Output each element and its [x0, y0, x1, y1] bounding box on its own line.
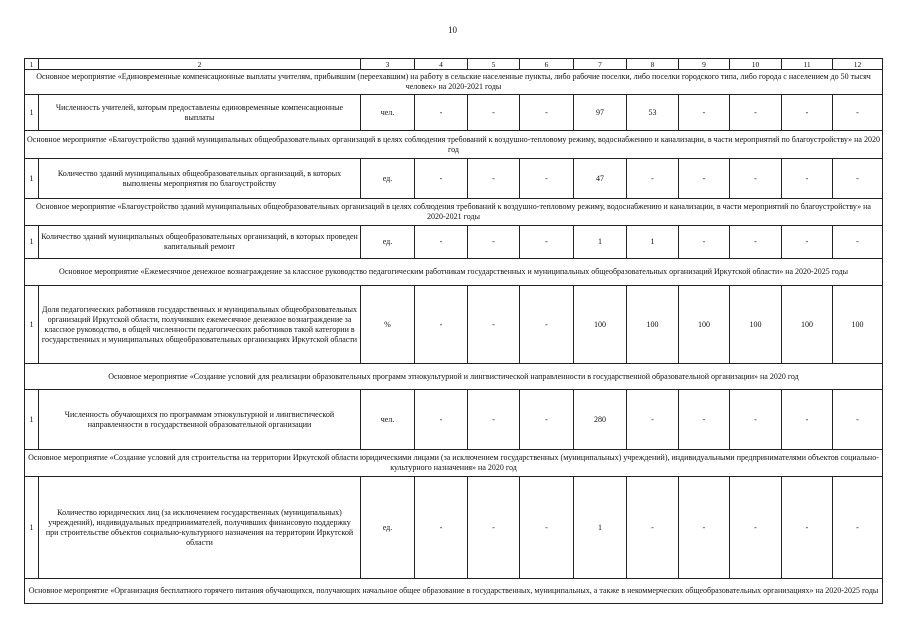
- value-cell: -: [833, 477, 883, 579]
- value-cell: -: [730, 226, 782, 259]
- column-header: 7: [574, 59, 627, 70]
- table-row: [25, 95, 883, 131]
- value-cell: 1: [574, 477, 627, 579]
- value-cell: -: [782, 226, 833, 259]
- value-cell: -: [782, 390, 833, 450]
- table-row: [25, 226, 883, 259]
- unit-cell: %: [361, 286, 415, 364]
- value-cell: -: [468, 159, 520, 199]
- row-number: 1: [25, 226, 39, 259]
- unit-cell: чел.: [361, 390, 415, 450]
- column-header: 2: [39, 59, 361, 70]
- value-cell: 100: [833, 286, 883, 364]
- value-cell: -: [679, 390, 730, 450]
- value-cell: -: [468, 390, 520, 450]
- unit-cell: ед.: [361, 226, 415, 259]
- section-row: [25, 450, 883, 477]
- section-row: [25, 199, 883, 226]
- value-cell: 100: [627, 286, 679, 364]
- value-cell: -: [520, 390, 574, 450]
- value-cell: -: [782, 477, 833, 579]
- value-cell: -: [415, 226, 468, 259]
- unit-cell: ед.: [361, 159, 415, 199]
- table-row: [25, 477, 883, 579]
- value-cell: -: [730, 159, 782, 199]
- indicator-name: Количество юридических лиц (за исключением государственных (муниципальных) учреждений), индивидуальных предпринимателей, получивших финансовую поддержку при строительстве объектов социально-культурного назначения на территории Иркутской области: [39, 477, 361, 579]
- section-title: Основное мероприятие «Создание условий для строительства на территории Иркутской области юридическими лицами (за исключением государственных (муниципальных) учреждений), индивидуальными предпринимателями объектов социально-культурного назначения» на 2020 год: [25, 450, 883, 477]
- section-title: Основное мероприятие «Организация бесплатного горячего питания обучающихся, получающих начальное общее образование в государственных, муниципальных, а также в некоммерческих общеобразовательных организациях» на 2020-2025 годы: [25, 579, 883, 604]
- column-header: 6: [520, 59, 574, 70]
- column-header: 11: [782, 59, 833, 70]
- value-cell: -: [833, 390, 883, 450]
- column-header: 12: [833, 59, 883, 70]
- column-header: 10: [730, 59, 782, 70]
- section-row: [25, 364, 883, 390]
- value-cell: 1: [627, 226, 679, 259]
- value-cell: 280: [574, 390, 627, 450]
- value-cell: -: [468, 226, 520, 259]
- value-cell: -: [468, 95, 520, 131]
- value-cell: -: [415, 159, 468, 199]
- section-row: [25, 579, 883, 604]
- value-cell: -: [679, 477, 730, 579]
- column-header: 9: [679, 59, 730, 70]
- value-cell: -: [415, 95, 468, 131]
- page-number: 10: [448, 25, 457, 35]
- column-number-row: [25, 59, 883, 70]
- value-cell: 53: [627, 95, 679, 131]
- value-cell: -: [520, 159, 574, 199]
- column-header: 5: [468, 59, 520, 70]
- value-cell: -: [627, 477, 679, 579]
- value-cell: -: [415, 286, 468, 364]
- row-number: 1: [25, 159, 39, 199]
- section-title: Основное мероприятие «Создание условий для реализации образовательных программ этнокультурной и лингвистической направленности в государственной образовательной организации» на 2020 год: [25, 364, 883, 390]
- value-cell: -: [468, 286, 520, 364]
- table-row: [25, 390, 883, 450]
- value-cell: -: [520, 477, 574, 579]
- indicator-name: Численность учителей, которым предоставлены единовременные компенсационные выплаты: [39, 95, 361, 131]
- row-number: 1: [25, 95, 39, 131]
- section-title: Основное мероприятие «Благоустройство зданий муниципальных общеобразовательных организаций в целях соблюдения требований к воздушно-тепловому режиму, водоснабжению и канализации, в части мероприятий по благоустройству» на 2020 год: [25, 131, 883, 159]
- value-cell: 1: [574, 226, 627, 259]
- value-cell: -: [679, 159, 730, 199]
- value-cell: 47: [574, 159, 627, 199]
- value-cell: -: [782, 159, 833, 199]
- value-cell: -: [520, 95, 574, 131]
- value-cell: -: [730, 477, 782, 579]
- value-cell: -: [468, 477, 520, 579]
- column-header: 1: [25, 59, 39, 70]
- value-cell: 100: [782, 286, 833, 364]
- value-cell: -: [679, 95, 730, 131]
- value-cell: -: [833, 95, 883, 131]
- row-number: 1: [25, 477, 39, 579]
- table-row: [25, 286, 883, 364]
- value-cell: 100: [574, 286, 627, 364]
- section-row: [25, 131, 883, 159]
- value-cell: 100: [679, 286, 730, 364]
- value-cell: -: [627, 390, 679, 450]
- value-cell: -: [415, 390, 468, 450]
- value-cell: -: [627, 159, 679, 199]
- section-row: [25, 259, 883, 286]
- column-header: 8: [627, 59, 679, 70]
- table-row: [25, 159, 883, 199]
- column-header: 3: [361, 59, 415, 70]
- value-cell: -: [520, 286, 574, 364]
- section-title: Основное мероприятие «Единовременные компенсационные выплаты учителям, прибывшим (переехавшим) на работу в сельские населенные пункты, либо рабочие поселки, либо поселки городского типа, либо города с населением до 50 тысяч человек» на 2020-2021 годы: [25, 70, 883, 95]
- row-number: 1: [25, 390, 39, 450]
- value-cell: 97: [574, 95, 627, 131]
- unit-cell: ед.: [361, 477, 415, 579]
- indicator-name: Численность обучающихся по программам этнокультурной и лингвистической направленности в государственной образовательной организации: [39, 390, 361, 450]
- value-cell: -: [730, 95, 782, 131]
- value-cell: -: [833, 159, 883, 199]
- value-cell: -: [833, 226, 883, 259]
- value-cell: -: [730, 390, 782, 450]
- section-title: Основное мероприятие «Благоустройство зданий муниципальных общеобразовательных организаций в целях соблюдения требований к воздушно-тепловому режиму, водоснабжению и канализации, в части мероприятий по благоустройству» на 2020-2021 годы: [25, 199, 883, 226]
- indicator-name: Количество зданий муниципальных общеобразовательных организаций, в которых выполнены мероприятия по благоустройству: [39, 159, 361, 199]
- value-cell: -: [415, 477, 468, 579]
- indicators-table: [24, 58, 883, 604]
- value-cell: -: [679, 226, 730, 259]
- section-row: [25, 70, 883, 95]
- indicator-name: Количество зданий муниципальных общеобразовательных организаций, в которых проведен капитальный ремонт: [39, 226, 361, 259]
- indicator-name: Доля педагогических работников государственных и муниципальных общеобразовательных организаций Иркутской области, получивших ежемесячное денежное вознаграждение за классное руководство, в общей численности педагогических работников такой категории в государственных и муниципальных общеобразовательных организациях Иркутской области: [39, 286, 361, 364]
- column-header: 4: [415, 59, 468, 70]
- section-title: Основное мероприятие «Ежемесячное денежное вознаграждение за классное руководство педагогическим работникам государственных и муниципальных общеобразовательных организаций Иркутской области» на 2020-2025 годы: [25, 259, 883, 286]
- value-cell: 100: [730, 286, 782, 364]
- row-number: 1: [25, 286, 39, 364]
- value-cell: -: [520, 226, 574, 259]
- unit-cell: чел.: [361, 95, 415, 131]
- value-cell: -: [782, 95, 833, 131]
